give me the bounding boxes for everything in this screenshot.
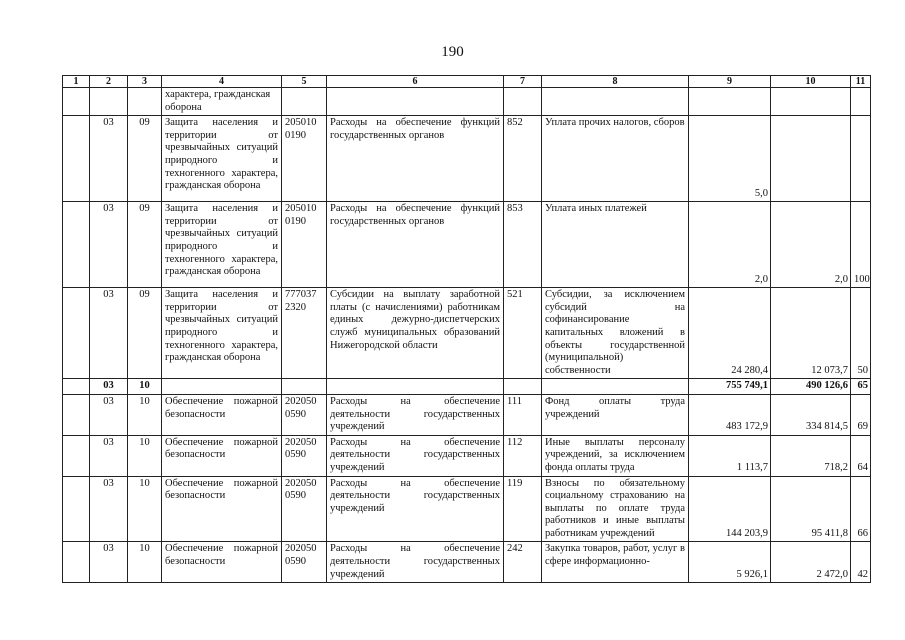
table-cell-col-11 <box>851 116 871 202</box>
table-cell-col-3: 10 <box>128 379 162 395</box>
header-cell: 6 <box>327 76 504 88</box>
table-cell-col-5: 202050 0590 <box>282 394 327 435</box>
table-cell-col-4: Защита населения и территории от чрезвычайных ситуаций природного и техногенного характера, гражданская оборона <box>162 288 282 379</box>
table-cell-col-10: 2 472,0 <box>771 542 851 583</box>
table-cell-col-8 <box>542 379 689 395</box>
table-cell-col-4: Защита населения и территории от чрезвычайных ситуаций природного и техногенного характера, гражданская оборона <box>162 116 282 202</box>
table-cell-col-5: 202050 0590 <box>282 542 327 583</box>
table-cell-col-11: 69 <box>851 394 871 435</box>
table-cell-col-7: 852 <box>504 116 542 202</box>
table-cell-col-6: Субсидии на выплату заработной платы (с начислениями) работникам единых дежурно-диспетчерских служб муниципальных образований Нижегородской области <box>327 288 504 379</box>
budget-table <box>62 75 871 583</box>
table-cell-col-7: 242 <box>504 542 542 583</box>
table-cell-col-1 <box>63 435 90 476</box>
table-cell-col-6: Расходы на обеспечение функций государственных органов <box>327 116 504 202</box>
table-cell-col-10: 12 073,7 <box>771 288 851 379</box>
table-cell-col-9: 5 926,1 <box>689 542 771 583</box>
table-cell-col-11: 66 <box>851 476 871 542</box>
table-cell-col-10 <box>771 88 851 116</box>
table-cell-col-4: Обеспечение пожарной безопасности <box>162 394 282 435</box>
table-cell-col-7 <box>504 88 542 116</box>
table-cell-col-10: 334 814,5 <box>771 394 851 435</box>
table-cell-col-8: Фонд оплаты труда учреждений <box>542 394 689 435</box>
header-cell: 8 <box>542 76 689 88</box>
table-cell-col-11: 64 <box>851 435 871 476</box>
table-cell-col-11 <box>851 88 871 116</box>
table-cell-col-4: Обеспечение пожарной безопасности <box>162 435 282 476</box>
table-cell-col-1 <box>63 542 90 583</box>
table-cell-col-9: 144 203,9 <box>689 476 771 542</box>
table-cell-col-3: 10 <box>128 394 162 435</box>
header-cell: 1 <box>63 76 90 88</box>
table-cell-col-2: 03 <box>90 116 128 202</box>
table-cell-col-5: 205010 0190 <box>282 116 327 202</box>
table-cell-col-11: 50 <box>851 288 871 379</box>
table-row <box>63 542 871 583</box>
page-number: 190 <box>441 44 464 60</box>
table-cell-col-8 <box>542 88 689 116</box>
header-cell: 9 <box>689 76 771 88</box>
table-cell-col-9: 2,0 <box>689 202 771 288</box>
table-cell-col-6 <box>327 379 504 395</box>
table-cell-col-9: 24 280,4 <box>689 288 771 379</box>
table-cell-col-2: 03 <box>90 288 128 379</box>
table-cell-col-6: Расходы на обеспечение деятельности государственных учреждений <box>327 476 504 542</box>
table-cell-col-4: Защита населения и территории от чрезвычайных ситуаций природного и техногенного характера, гражданская оборона <box>162 202 282 288</box>
table-cell-col-8: Уплата иных платежей <box>542 202 689 288</box>
table-cell-col-2: 03 <box>90 542 128 583</box>
table-cell-col-7: 112 <box>504 435 542 476</box>
table-cell-col-5: 777037 2320 <box>282 288 327 379</box>
table-cell-col-2: 03 <box>90 202 128 288</box>
table-cell-col-4: Обеспечение пожарной безопасности <box>162 542 282 583</box>
table-cell-col-11: 100 <box>851 202 871 288</box>
table-row <box>63 476 871 542</box>
table-cell-col-3: 10 <box>128 542 162 583</box>
table-cell-col-10: 2,0 <box>771 202 851 288</box>
table-cell-col-2: 03 <box>90 435 128 476</box>
table-row <box>63 288 871 379</box>
table-cell-col-1 <box>63 116 90 202</box>
table-cell-col-1 <box>63 476 90 542</box>
table-cell-col-9: 755 749,1 <box>689 379 771 395</box>
header-row <box>63 76 871 88</box>
table-cell-col-8: Закупка товаров, работ, услуг в сфере информационно- <box>542 542 689 583</box>
table-cell-col-1 <box>63 288 90 379</box>
table-cell-col-2: 03 <box>90 379 128 395</box>
table-cell-col-4: характера, гражданская оборона <box>162 88 282 116</box>
table-cell-col-9: 483 172,9 <box>689 394 771 435</box>
table-cell-col-5: 202050 0590 <box>282 476 327 542</box>
table-cell-col-9: 5,0 <box>689 116 771 202</box>
table-cell-col-7 <box>504 379 542 395</box>
table-row <box>63 202 871 288</box>
header-cell: 10 <box>771 76 851 88</box>
table-cell-col-9 <box>689 88 771 116</box>
table-cell-col-8: Иные выплаты персоналу учреждений, за исключением фонда оплаты труда <box>542 435 689 476</box>
table-cell-col-7: 853 <box>504 202 542 288</box>
table-cell-col-10 <box>771 116 851 202</box>
table-cell-col-1 <box>63 379 90 395</box>
table-row <box>63 435 871 476</box>
table-cell-col-6: Расходы на обеспечение деятельности государственных учреждений <box>327 394 504 435</box>
table-cell-col-8: Уплата прочих налогов, сборов <box>542 116 689 202</box>
table-cell-col-10: 490 126,6 <box>771 379 851 395</box>
header-cell: 3 <box>128 76 162 88</box>
table-cell-col-2: 03 <box>90 476 128 542</box>
table-cell-col-6: Расходы на обеспечение функций государственных органов <box>327 202 504 288</box>
table-cell-col-10: 718,2 <box>771 435 851 476</box>
table-cell-col-9: 1 113,7 <box>689 435 771 476</box>
table-cell-col-7: 521 <box>504 288 542 379</box>
table-cell-col-11: 65 <box>851 379 871 395</box>
table-cell-col-3: 09 <box>128 116 162 202</box>
table-cell-col-4: Обеспечение пожарной безопасности <box>162 476 282 542</box>
table-cell-col-5: 205010 0190 <box>282 202 327 288</box>
table-row <box>63 379 871 395</box>
header-cell: 4 <box>162 76 282 88</box>
table-cell-col-11: 42 <box>851 542 871 583</box>
table-cell-col-6: Расходы на обеспечение деятельности государственных учреждений <box>327 542 504 583</box>
table-cell-col-3 <box>128 88 162 116</box>
table-cell-col-6 <box>327 88 504 116</box>
table-cell-col-8: Субсидии, за исключением субсидий на софинансирование капитальных вложений в объекты государственной (муниципальной) собственности <box>542 288 689 379</box>
table-cell-col-1 <box>63 394 90 435</box>
header-cell: 2 <box>90 76 128 88</box>
table-cell-col-5: 202050 0590 <box>282 435 327 476</box>
table-cell-col-3: 09 <box>128 202 162 288</box>
table-cell-col-10: 95 411,8 <box>771 476 851 542</box>
table-cell-col-7: 111 <box>504 394 542 435</box>
table-cell-col-3: 09 <box>128 288 162 379</box>
table-cell-col-8: Взносы по обязательному социальному страхованию на выплаты по оплате труда работников и иные выплаты работникам учреждений <box>542 476 689 542</box>
table-cell-col-6: Расходы на обеспечение деятельности государственных учреждений <box>327 435 504 476</box>
header-cell: 11 <box>851 76 871 88</box>
header-cell: 7 <box>504 76 542 88</box>
table-cell-col-1 <box>63 202 90 288</box>
table-row <box>63 394 871 435</box>
table-cell-col-2 <box>90 88 128 116</box>
table-cell-col-2: 03 <box>90 394 128 435</box>
table-cell-col-4 <box>162 379 282 395</box>
table-cell-col-1 <box>63 88 90 116</box>
table-cell-col-7: 119 <box>504 476 542 542</box>
table-cell-col-3: 10 <box>128 476 162 542</box>
header-cell: 5 <box>282 76 327 88</box>
table-cell-col-5 <box>282 379 327 395</box>
table-cell-col-3: 10 <box>128 435 162 476</box>
table-row <box>63 88 871 116</box>
table-row <box>63 116 871 202</box>
table-cell-col-5 <box>282 88 327 116</box>
